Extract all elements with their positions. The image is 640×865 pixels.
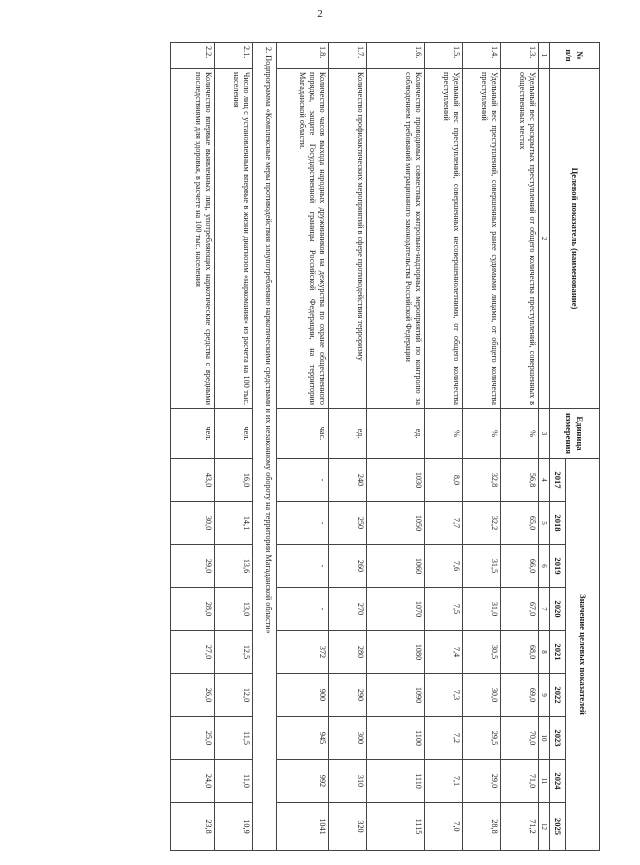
indicator-name: Удельный вес преступлений, совершенных ранее судимыми лицами, от общего количества преступлений (463, 69, 501, 409)
indicator-name: Количество профилактических мероприятий в сфере противодействия терроризму (329, 69, 367, 409)
rotated-table-container (130, 42, 600, 850)
value-cell: 7,7 (425, 502, 463, 545)
column-index: 9 (539, 674, 550, 717)
value-cell: 300 (329, 717, 367, 760)
value-cell: 71,0 (501, 760, 539, 803)
header-values-group: Значение целевых показателей (566, 459, 600, 851)
value-cell: 12,5 (215, 631, 253, 674)
table-row (367, 43, 425, 851)
value-cell: 29,5 (463, 717, 501, 760)
value-cell: - (277, 545, 329, 588)
value-cell: 69,0 (501, 674, 539, 717)
value-cell: 56,8 (501, 459, 539, 502)
row-number: 2.2. (171, 43, 215, 69)
value-cell: 250 (329, 502, 367, 545)
value-cell: 7,5 (425, 588, 463, 631)
value-cell: 28,8 (463, 803, 501, 851)
value-cell: - (277, 588, 329, 631)
value-cell: 13,6 (215, 545, 253, 588)
table-row (277, 43, 329, 851)
value-cell: 29,0 (463, 760, 501, 803)
target-indicators-table (170, 42, 600, 851)
value-cell: 372 (277, 631, 329, 674)
value-cell: 11,5 (215, 717, 253, 760)
value-cell: 65,0 (501, 502, 539, 545)
value-cell: 992 (277, 760, 329, 803)
unit-cell: ед. (367, 409, 425, 459)
value-cell: 1060 (367, 545, 425, 588)
value-cell: 67,0 (501, 588, 539, 631)
value-cell: 900 (277, 674, 329, 717)
indicator-name: Число лиц с установленным впервые в жизни диагнозом «наркомания» из расчета на 100 тыс. населения (215, 69, 253, 409)
value-cell: 30,0 (463, 674, 501, 717)
column-index: 1 (539, 43, 550, 69)
value-cell: 28,0 (171, 588, 215, 631)
header-year: 2018 (550, 502, 566, 545)
column-index: 10 (539, 717, 550, 760)
header-year: 2017 (550, 459, 566, 502)
value-cell: 27,0 (171, 631, 215, 674)
table-row (425, 43, 463, 851)
value-cell: 16,0 (215, 459, 253, 502)
column-index: 3 (539, 409, 550, 459)
value-cell: 1100 (367, 717, 425, 760)
column-index: 6 (539, 545, 550, 588)
value-cell: 1090 (367, 674, 425, 717)
row-number: 1.7. (329, 43, 367, 69)
unit-cell: % (501, 409, 539, 459)
value-cell: 1041 (277, 803, 329, 851)
value-cell: 30,5 (463, 631, 501, 674)
column-index: 2 (539, 69, 550, 409)
value-cell: 1050 (367, 502, 425, 545)
unit-cell: ед. (329, 409, 367, 459)
value-cell: 7,4 (425, 631, 463, 674)
indicator-name: Удельный вес раскрытых преступлений от общего количества преступлений, совершенных в общественных местах (501, 69, 539, 409)
value-cell: 1080 (367, 631, 425, 674)
value-cell: 1115 (367, 803, 425, 851)
header-num: № п/п (550, 43, 600, 69)
section-2-title: 2. Подпрограмма «Комплексные меры противодействия злоупотреблению наркотическими средствами и их незаконному обороту на территории Магаданской области» (253, 43, 277, 851)
table-row (215, 43, 253, 851)
value-cell: 70,0 (501, 717, 539, 760)
column-index: 4 (539, 459, 550, 502)
table-row (463, 43, 501, 851)
table-row (501, 43, 539, 851)
unit-cell: % (463, 409, 501, 459)
indicator-name: Количество часов выхода народных дружинников на дежурства по охране общественного порядка, защите Государственной границы Российской Федерации, на территории Магаданской области. (277, 69, 329, 409)
page-number: 2 (317, 8, 323, 20)
value-cell: 1110 (367, 760, 425, 803)
value-cell: 7,3 (425, 674, 463, 717)
header-year: 2021 (550, 631, 566, 674)
indicator-name: Количество проводимых совместных контрольно-надзорных мероприятий по контролю за соблюдением требований миграционного законодательства Российской Федерации (367, 69, 425, 409)
value-cell: 23,8 (171, 803, 215, 851)
indicator-name: Количество впервые выявленных лиц, употребляющих наркотические средства с вредными последствиями для здоровья, в расчете на 100 тыс. населения (171, 69, 215, 409)
value-cell: 13,0 (215, 588, 253, 631)
value-cell: 32,8 (463, 459, 501, 502)
unit-cell: чел. (215, 409, 253, 459)
column-index: 12 (539, 803, 550, 851)
header-year: 2019 (550, 545, 566, 588)
value-cell: 260 (329, 545, 367, 588)
column-index: 5 (539, 502, 550, 545)
value-cell: 12,0 (215, 674, 253, 717)
value-cell: 10,9 (215, 803, 253, 851)
value-cell: 11,0 (215, 760, 253, 803)
header-name: Целевой показатель (наименование) (550, 69, 600, 409)
value-cell: 320 (329, 803, 367, 851)
value-cell: 66,0 (501, 545, 539, 588)
value-cell: 290 (329, 674, 367, 717)
value-cell: 280 (329, 631, 367, 674)
unit-cell: чел. (171, 409, 215, 459)
header-year: 2025 (550, 803, 566, 851)
value-cell: 1070 (367, 588, 425, 631)
value-cell: 24,0 (171, 760, 215, 803)
value-cell: 68,0 (501, 631, 539, 674)
header-year: 2024 (550, 760, 566, 803)
value-cell: 7,2 (425, 717, 463, 760)
unit-cell: % (425, 409, 463, 459)
table-row (329, 43, 367, 851)
table-row (171, 43, 215, 851)
value-cell: 31,5 (463, 545, 501, 588)
value-cell: 32,2 (463, 502, 501, 545)
indicator-name: Удельный вес преступлений, совершенных несовершеннолетними, от общего количества преступлений (425, 69, 463, 409)
unit-cell: час. (277, 409, 329, 459)
value-cell: 240 (329, 459, 367, 502)
column-index: 11 (539, 760, 550, 803)
column-index: 7 (539, 588, 550, 631)
value-cell: 14,1 (215, 502, 253, 545)
value-cell: 7,0 (425, 803, 463, 851)
value-cell: 43,0 (171, 459, 215, 502)
row-number: 1.4. (463, 43, 501, 69)
value-cell: 945 (277, 717, 329, 760)
value-cell: 310 (329, 760, 367, 803)
header-year: 2020 (550, 588, 566, 631)
value-cell: 29,0 (171, 545, 215, 588)
header-unit: Единица измерения (550, 409, 600, 459)
value-cell: 71,2 (501, 803, 539, 851)
value-cell: 7,6 (425, 545, 463, 588)
row-number: 2.1. (215, 43, 253, 69)
value-cell: 31,0 (463, 588, 501, 631)
value-cell: 8,0 (425, 459, 463, 502)
value-cell: 270 (329, 588, 367, 631)
value-cell: 7,1 (425, 760, 463, 803)
value-cell: 30,0 (171, 502, 215, 545)
row-number: 1.5. (425, 43, 463, 69)
value-cell: 26,0 (171, 674, 215, 717)
value-cell: - (277, 459, 329, 502)
value-cell: 25,0 (171, 717, 215, 760)
column-index: 8 (539, 631, 550, 674)
header-year: 2023 (550, 717, 566, 760)
row-number: 1.8. (277, 43, 329, 69)
value-cell: - (277, 502, 329, 545)
header-year: 2022 (550, 674, 566, 717)
value-cell: 1030 (367, 459, 425, 502)
row-number: 1.6. (367, 43, 425, 69)
row-number: 1.3. (501, 43, 539, 69)
